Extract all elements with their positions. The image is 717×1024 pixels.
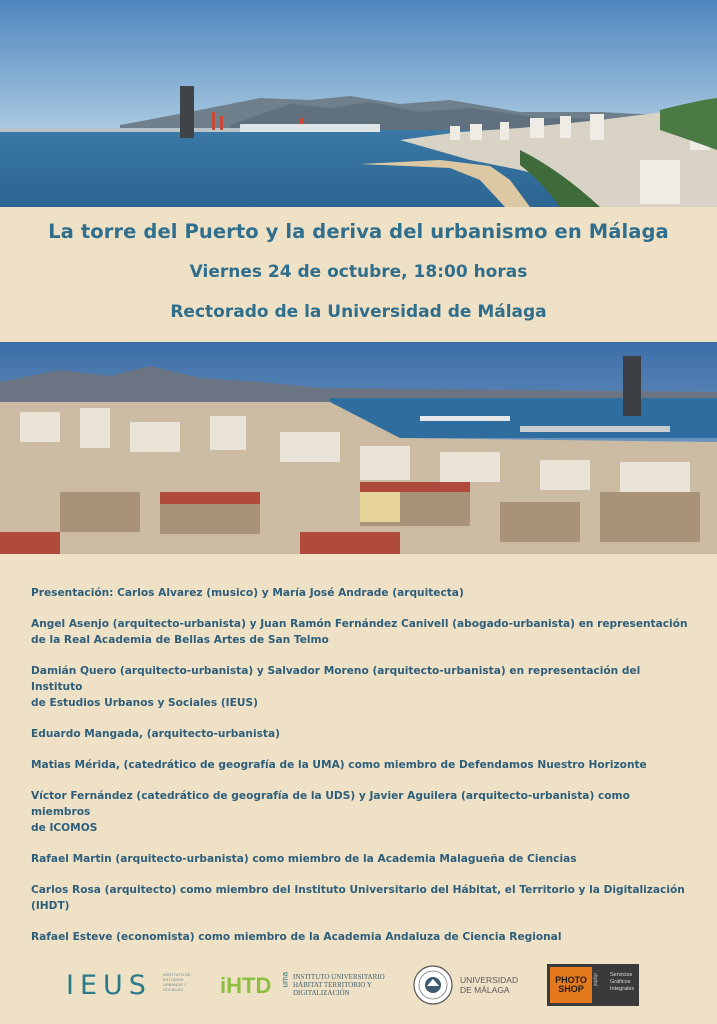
ieus-caption: INSTITUTO DE ESTUDIOS URBANOS Y SOCIALES (163, 972, 191, 992)
uma-caption-1: UNIVERSIDAD (460, 975, 519, 985)
ihtd-caption-3: DIGITALIZACIÓN (293, 989, 350, 997)
speakers-list (31, 585, 691, 945)
ihtd-logo (220, 960, 395, 1010)
event-venue: Rectorado de la Universidad de Málaga (170, 302, 547, 322)
event-date-time: Viernes 24 de octubre, 18:00 horas (189, 262, 528, 282)
speaker-item: Víctor Fernández (catedrático de geografía de la UDS) y Javier Aguilera (arquitecto-urbanista) como miembros de ICOMOS (31, 790, 630, 834)
uma-logo (412, 960, 522, 1010)
uma-seal-icon (412, 964, 454, 1006)
photoshop-caption-2: Gráficos (610, 979, 631, 985)
event-title: La torre del Puerto y la deriva del urbanismo en Málaga (48, 220, 669, 243)
speaker-item: Angel Asenjo (arquitecto-urbanista) y Juan Ramón Fernández Canivell (abogado-urbanista) en representación de la Real Academia de Bellas Artes de San Telmo (31, 618, 688, 646)
speaker-item: Rafael Martin (arquitecto-urbanista) como miembro de la Academia Malagueña de Ciencias (31, 853, 577, 865)
photoshop-mark-1: PHOTO (555, 975, 587, 985)
speaker-item: Rafael Esteve (economista) como miembro de la Academia Andaluza de Ciencia Regional (31, 931, 562, 943)
speaker-item: Carlos Rosa (arquitecto) como miembro del Instituto Universitario del Hábitat, el Territorio y la Digitalización (IHDT) (31, 884, 685, 912)
photoshop-side-mark: digital (592, 973, 598, 987)
sponsor-logos (0, 960, 717, 1010)
ihtd-wordmark: iHTD (220, 973, 272, 998)
speaker-item: Damián Quero (arquitecto-urbanista) y Salvador Moreno (arquitecto-urbanista) en representación del Instituto de Estudios Urbanos y Sociales (IEUS) (31, 665, 641, 709)
photoshop-caption-1: Servicios (610, 972, 633, 978)
speaker-item: Matias Mérida, (catedrático de geografía de la UMA) como miembro de Defendamos Nuestro Horizonte (31, 759, 647, 771)
ieus-logo (66, 960, 196, 1010)
photoshop-caption-3: Integrales (610, 986, 635, 992)
speaker-item: Presentación: Carlos Alvarez (musico) y María José Andrade (arquitecta) (31, 587, 464, 599)
ihtd-caption-2: HÁBITAT TERRITORIO Y (293, 981, 372, 989)
ihtd-caption-1: INSTITUTO UNIVERSITARIO (293, 973, 385, 981)
uma-caption-2: DE MÁLAGA (460, 985, 510, 995)
ihtd-uma-mark: uma (280, 971, 290, 988)
photoshop-mark-2: SHOP (558, 984, 584, 994)
harbor-panorama-photo (0, 0, 717, 207)
city-rooftops-photo (0, 342, 717, 554)
photoshop-logo (547, 964, 639, 1006)
speaker-item: Eduardo Mangada, (arquitecto-urbanista) (31, 728, 280, 740)
ieus-wordmark: IEUS (66, 970, 152, 1001)
